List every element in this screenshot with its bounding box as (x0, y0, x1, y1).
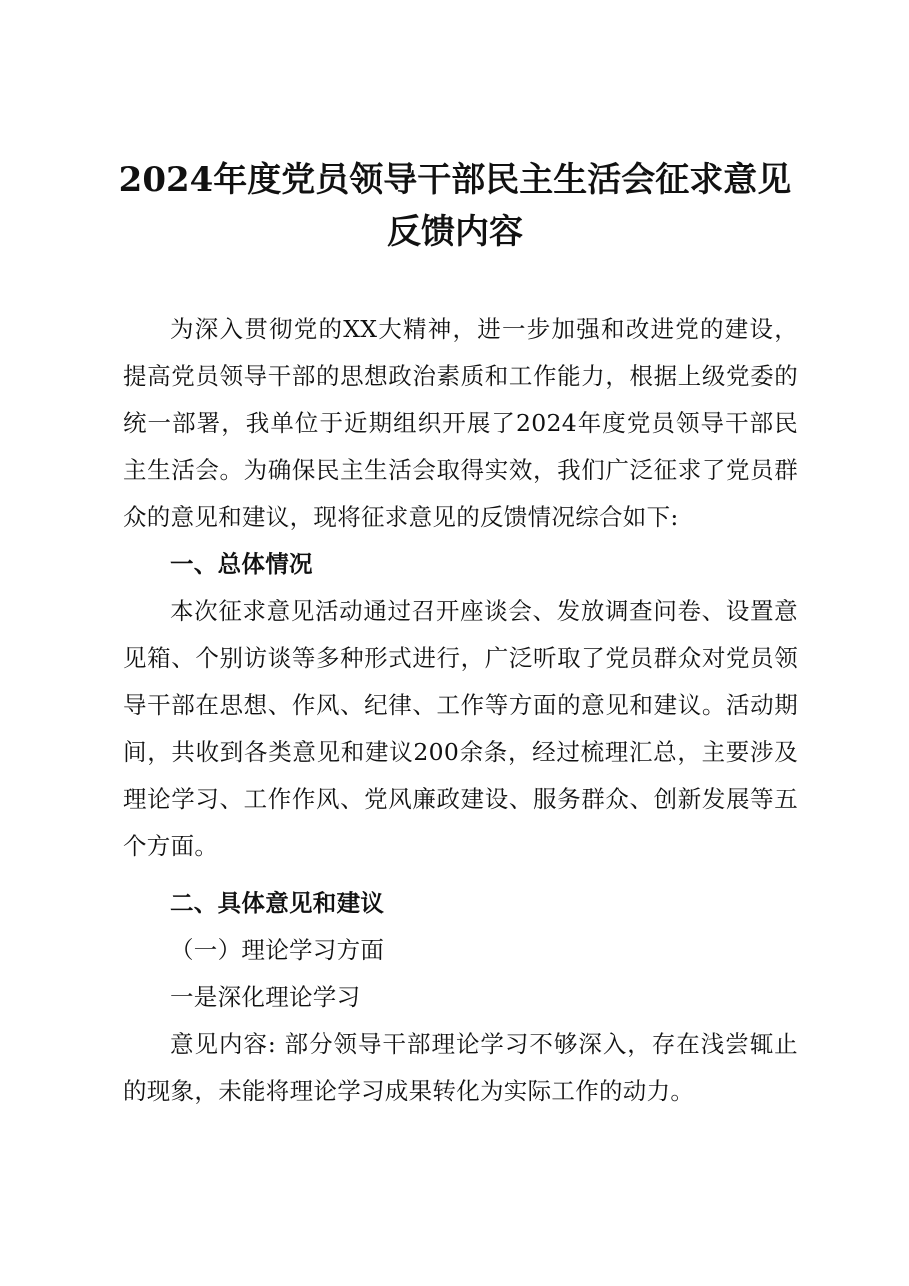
intro-paragraph: 为深入贯彻党的XX大精神，进一步加强和改进党的建设，提高党员领导干部的思想政治素质和工作能力，根据上级党委的统一部署，我单位于近期组织开展了2024年度党员领导干部民主生活会。为确保民主生活会取得实效，我们广泛征求了党员群众的意见和建议，现将征求意见的反馈情况综合如下: (123, 315, 798, 531)
section-heading-specific: 二、具体意见和建议 (170, 889, 385, 917)
opinion-paragraph: 意见内容: 部分领导干部理论学习不够深入，存在浅尝辄止的现象，未能将理论学习成果转化为实际工作的动力。 (123, 1030, 798, 1105)
section-heading-overall: 一、总体情况 (170, 550, 313, 578)
item-heading-deepen-theory: 一是深化理论学习 (170, 983, 361, 1011)
document-title: 2024年度党员领导干部民主生活会征求意见反馈内容 (118, 160, 792, 252)
overall-paragraph: 本次征求意见活动通过召开座谈会、发放调查问卷、设置意见箱、个别访谈等多种形式进行，广泛听取了党员群众对党员领导干部在思想、作风、纪律、工作等方面的意见和建议。活动期间，共收到各类意见和建议200余条，经过梳理汇总，主要涉及理论学习、工作作风、党风廉政建设、服务群众、创新发展等五个方面。 (123, 597, 798, 860)
subsection-heading-theory: （一）理论学习方面 (170, 936, 385, 964)
document-body (123, 306, 798, 1115)
